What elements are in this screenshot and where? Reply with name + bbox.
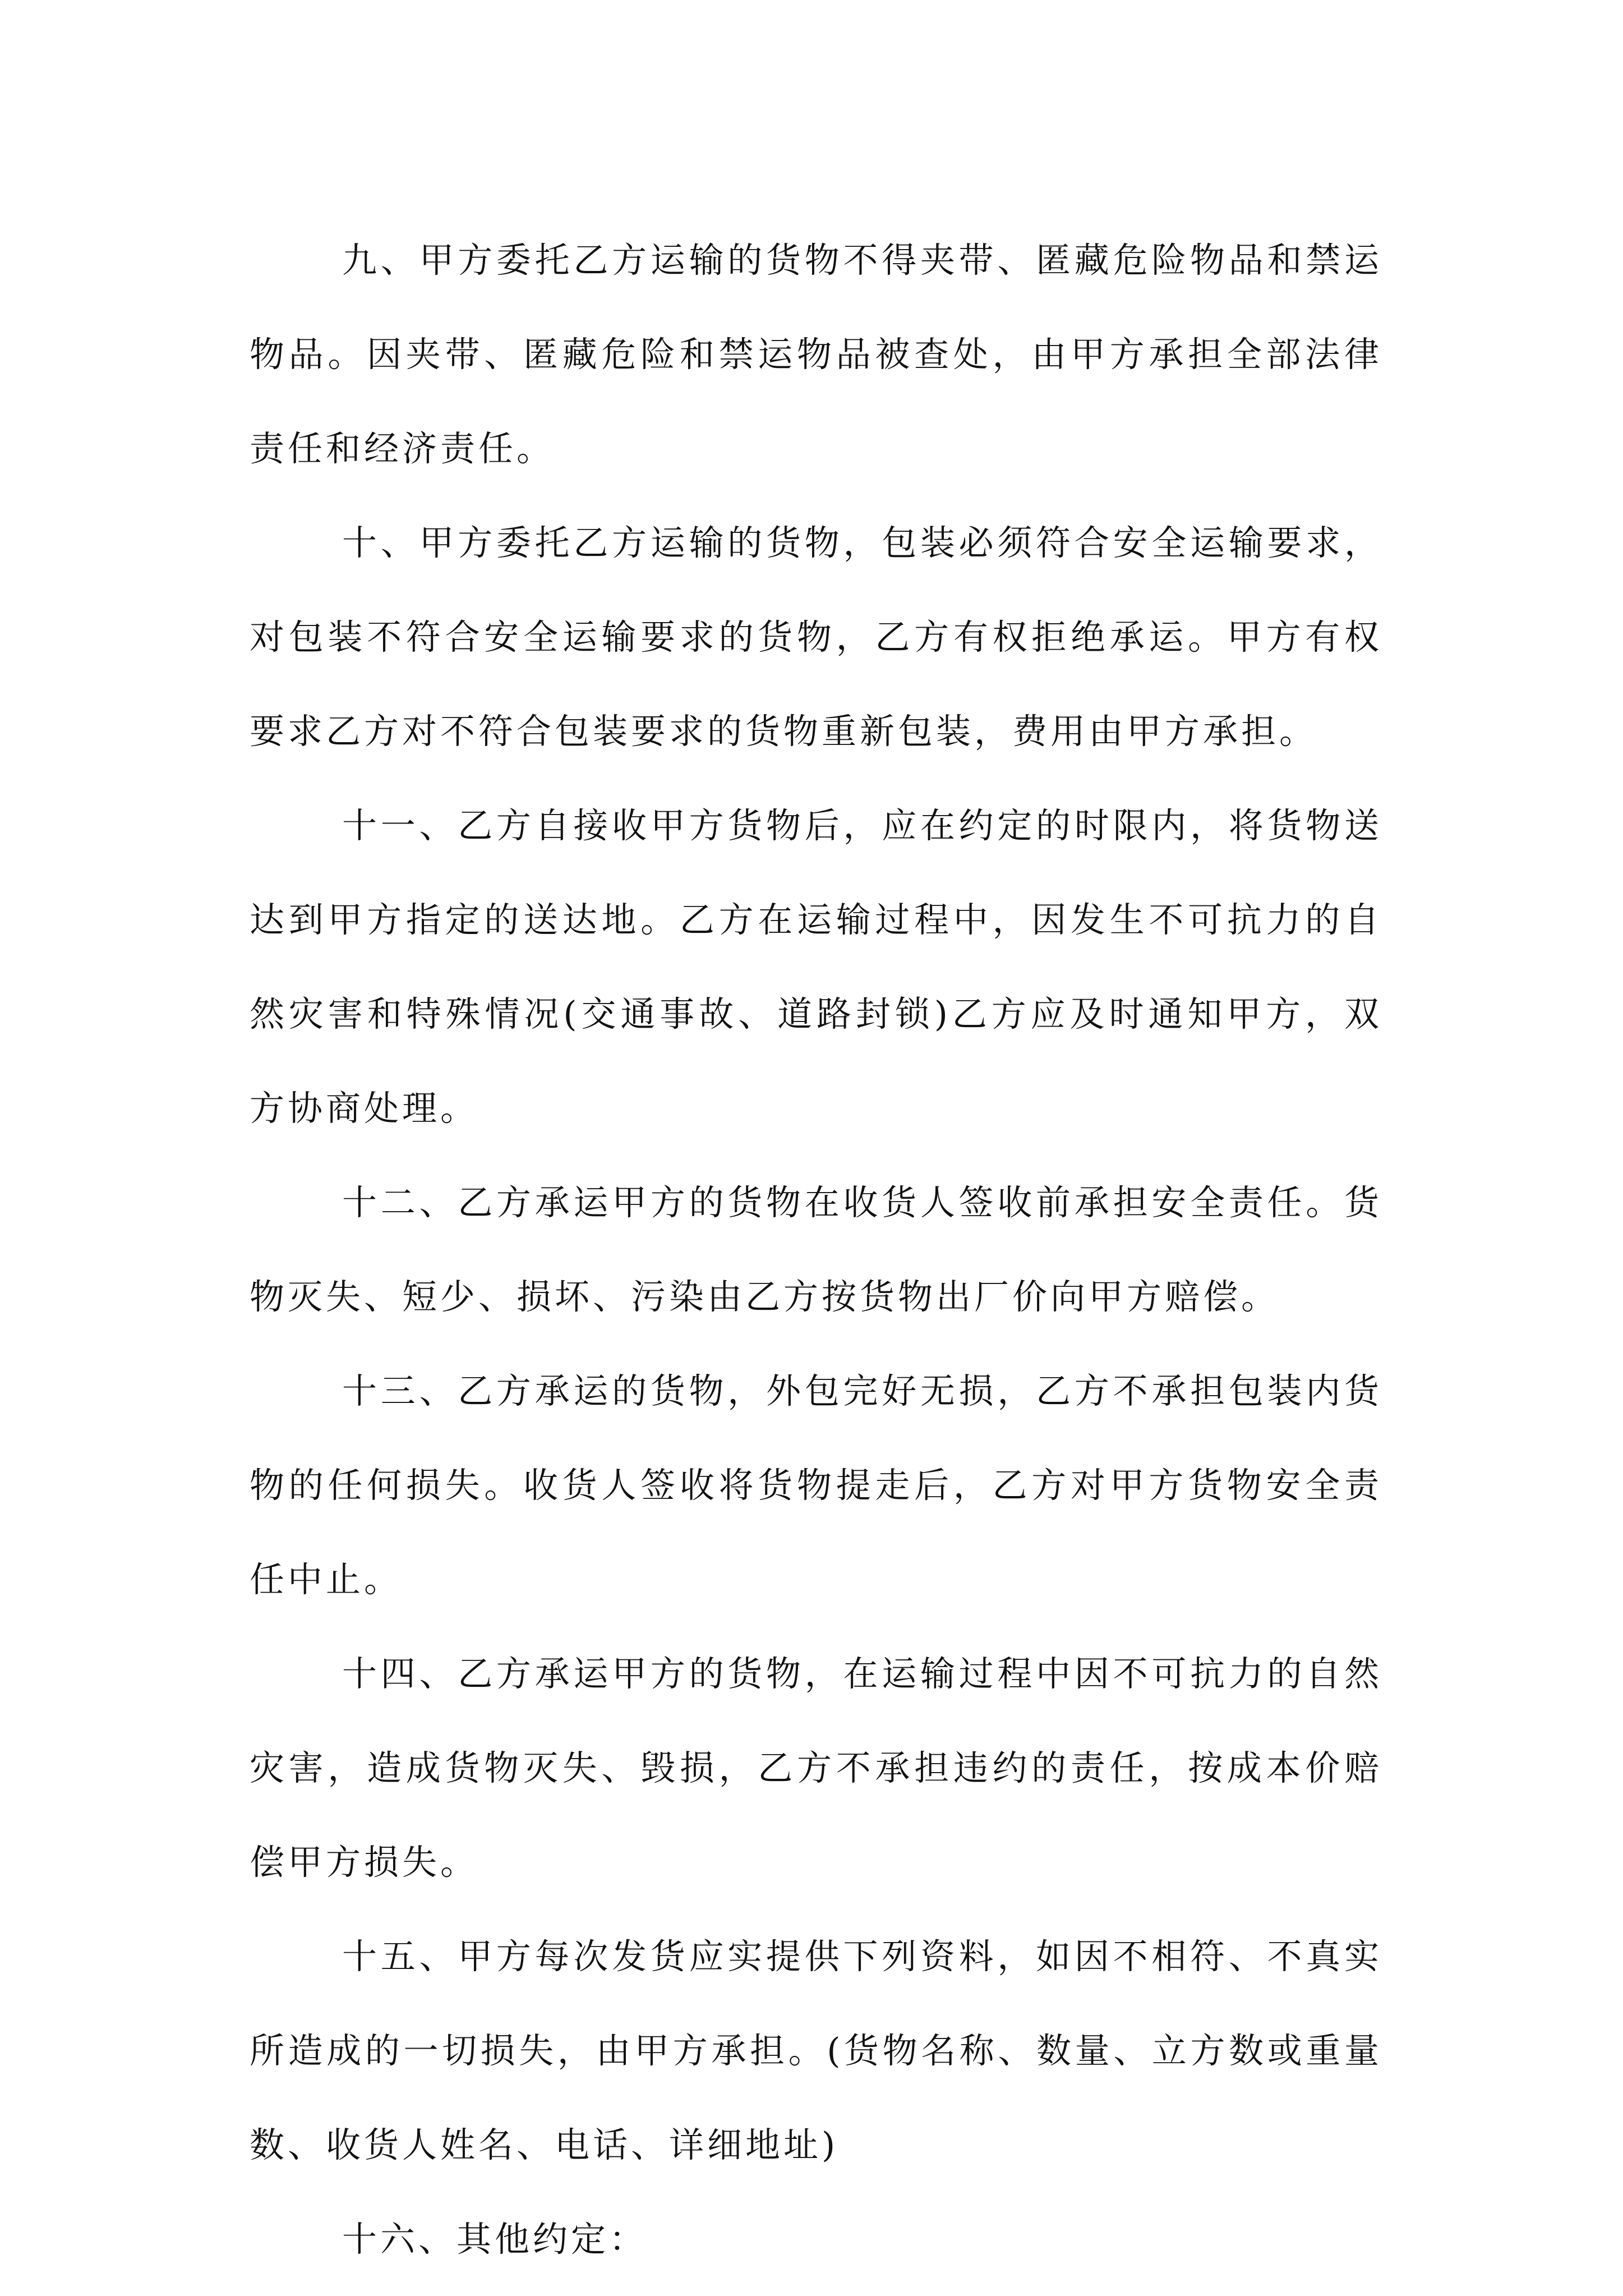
contract-body <box>250 213 1382 2286</box>
clause-11: 十一、乙方自接收甲方货物后，应在约定的时限内，将货物送达到甲方指定的送达地。乙方在运输过程中，因发生不可抗力的自然灾害和特殊情况(交通事故、道路封锁)乙方应及时通知甲方，双方协商处理。 <box>250 805 1382 1129</box>
clause-10: 十、甲方委托乙方运输的货物，包装必须符合安全运输要求，对包装不符合安全运输要求的货物，乙方有权拒绝承运。甲方有权要求乙方对不符合包装要求的货物重新包装，费用由甲方承担。 <box>250 522 1382 752</box>
clause-15: 十五、甲方每次发货应实提供下列资料，如因不相符、不真实所造成的一切损失，由甲方承担。(货物名称、数量、立方数或重量数、收货人姓名、电话、详细地址) <box>250 1936 1382 2165</box>
clause-14: 十四、乙方承运甲方的货物，在运输过程中因不可抗力的自然灾害，造成货物灭失、毁损，乙方不承担违约的责任，按成本价赔偿甲方损失。 <box>250 1653 1382 1883</box>
clause-13: 十三、乙方承运的货物，外包完好无损，乙方不承担包装内货物的任何损失。收货人签收将货物提走后，乙方对甲方货物安全责任中止。 <box>250 1370 1382 1600</box>
clause-9: 九、甲方委托乙方运输的货物不得夹带、匿藏危险物品和禁运物品。因夹带、匿藏危险和禁运物品被查处，由甲方承担全部法律责任和经济责任。 <box>250 240 1382 469</box>
clause-16: 十六、其他约定： <box>342 2219 648 2260</box>
clause-12: 十二、乙方承运甲方的货物在收货人签收前承担安全责任。货物灭失、短少、损坏、污染由乙方按货物出厂价向甲方赔偿。 <box>250 1182 1382 1317</box>
